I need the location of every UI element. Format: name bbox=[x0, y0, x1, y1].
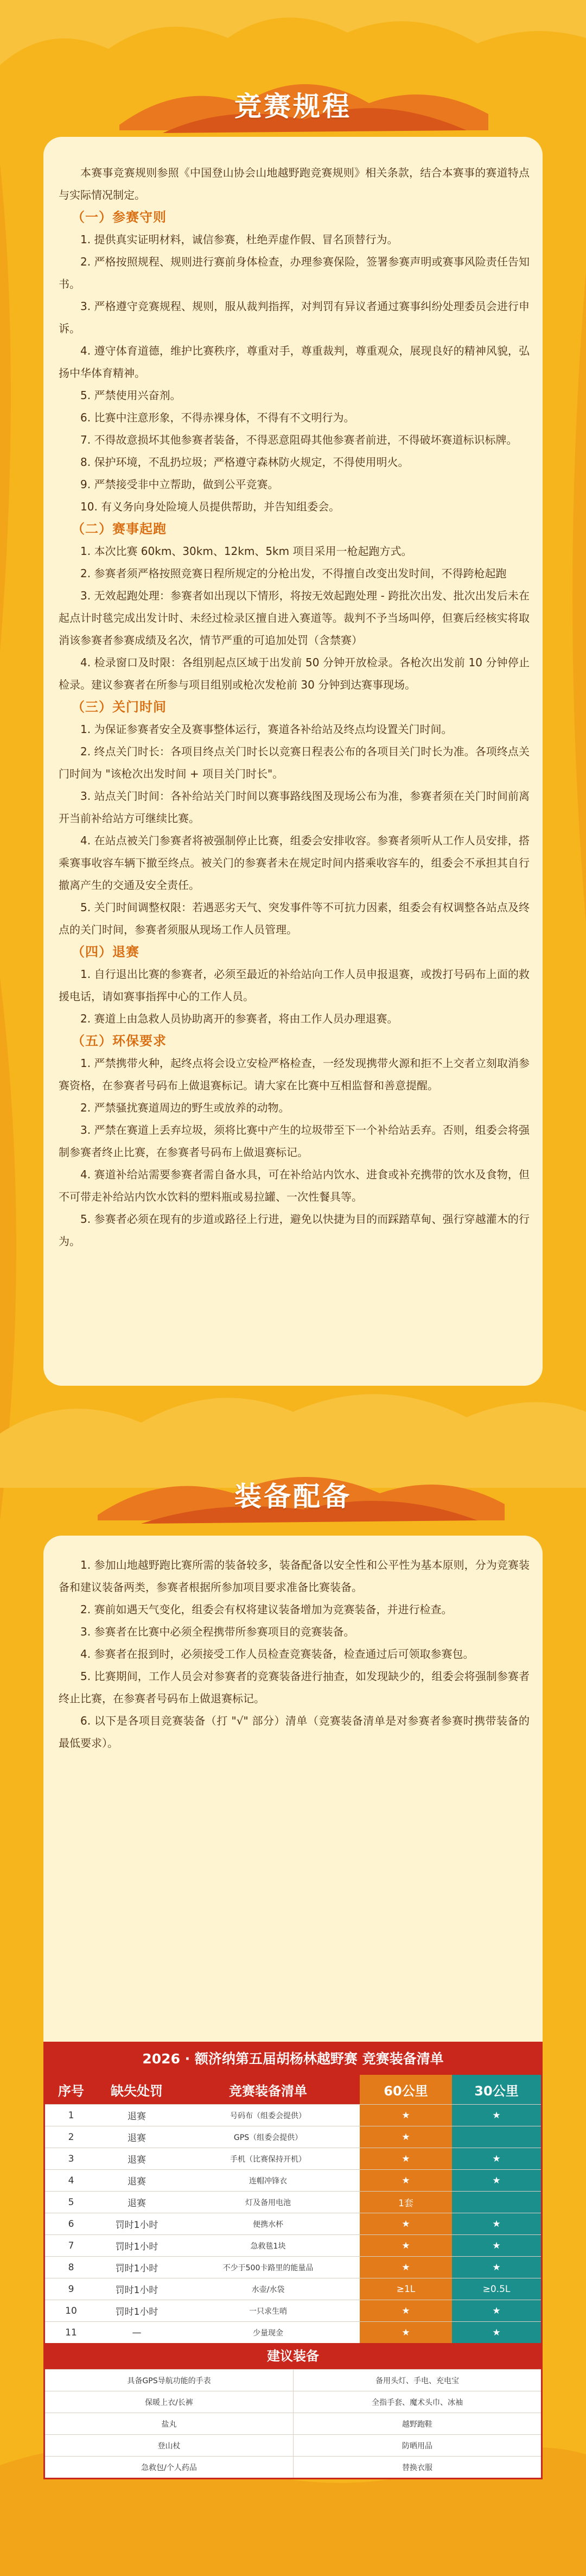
suggested-item: 越野跑鞋 bbox=[293, 2413, 541, 2434]
table-row bbox=[45, 2234, 541, 2256]
row-30km: ★ bbox=[452, 2148, 541, 2169]
suggested-title: 建议装备 bbox=[45, 2343, 541, 2369]
start-item: 2. 参赛者须严格按照竞赛日程所规定的分枪出发，不得擅自改变出发时间，不得跨枪起跑 bbox=[80, 567, 507, 580]
suggested-row bbox=[45, 2456, 541, 2478]
table-row bbox=[45, 2126, 541, 2148]
conduct-item: 5. 严禁使用兴奋剂。 bbox=[80, 389, 181, 402]
suggested-item: 保暖上衣/长裤 bbox=[145, 2398, 193, 2407]
row-penalty: 罚时1小时 bbox=[115, 2263, 158, 2274]
row-number: 7 bbox=[68, 2240, 74, 2251]
row-30km: ★ bbox=[452, 2235, 541, 2256]
rules-content bbox=[59, 162, 530, 1253]
row-item: 少量现金 bbox=[253, 2328, 283, 2338]
cutoff-item: 2. 终点关门时长：各项目终点关门时长以竞赛日程表公布的各项目关门时长为准。各项终点关门时间为 "该枪次出发时间 + 项目关门时长"。 bbox=[59, 745, 530, 780]
row-60km: ★ bbox=[360, 2300, 452, 2321]
cutoff-item: 4. 在站点被关门参赛者将被强制停止比赛，组委会安排收容。参赛者须听从工作人员安排，搭乘赛事收容车辆下撤至终点。被关门的参赛者未在规定时间内搭乘收容车的，组委会不承担其自行撤离产生的交通及安全责任。 bbox=[59, 834, 530, 892]
row-penalty: 罚时1小时 bbox=[115, 2307, 158, 2318]
suggested-row bbox=[45, 2369, 541, 2391]
row-60km: ★ bbox=[360, 2105, 452, 2126]
row-number: 8 bbox=[68, 2262, 74, 2273]
table-row bbox=[45, 2169, 541, 2191]
row-60km: ★ bbox=[360, 2213, 452, 2234]
row-60km: ★ bbox=[360, 2235, 452, 2256]
suggested-item: 全指手套、魔术头巾、冰袖 bbox=[293, 2391, 541, 2413]
row-30km: ★ bbox=[452, 2213, 541, 2234]
suggested-item: 替换衣服 bbox=[293, 2457, 541, 2478]
start-item: 3. 无效起跑处理：参赛者如出现以下情形，将按无效起跑处理 - 跨批次出发、批次出发后未在起点计时毯完成出发计时、未经过检录区擅自进入赛道等。裁判不予当场叫停，但赛后经核实将取消该参赛者参赛成绩及名次，情节严重的可追加处罚（含禁赛） bbox=[59, 589, 530, 647]
suggested-item: 登山杖 bbox=[157, 2441, 181, 2451]
equipment-title: 装备配备 bbox=[234, 1481, 352, 1512]
conduct-item: 6. 比赛中注意形象，不得赤裸身体，不得有不文明行为。 bbox=[80, 411, 355, 424]
row-penalty: — bbox=[132, 2327, 142, 2338]
environment-item: 1. 严禁携带火种，起终点将会设立安检严格检查，一经发现携带火源和拒不上交者立刻取消参赛资格，在参赛者号码布上做退赛标记。请大家在比赛中互相监督和善意提醒。 bbox=[59, 1057, 530, 1092]
conduct-item: 10. 有义务向身处险境人员提供帮助，并告知组委会。 bbox=[80, 500, 340, 513]
row-item: GPS（组委会提供） bbox=[233, 2133, 303, 2142]
equipment-paragraph: 2. 赛前如遇天气变化，组委会有权将建议装备增加为竞赛装备，并进行检查。 bbox=[80, 1603, 453, 1616]
row-penalty: 退赛 bbox=[128, 2198, 146, 2209]
row-number: 2 bbox=[68, 2131, 74, 2143]
table-header-row bbox=[45, 2075, 541, 2104]
table-row bbox=[45, 2256, 541, 2278]
row-30km: ★ bbox=[452, 2257, 541, 2278]
equipment-paragraph: 4. 参赛者在报到时，必须接受工作人员检查竞赛装备，检查通过后可领取参赛包。 bbox=[80, 1647, 474, 1660]
suggested-item: 急救包/个人药品 bbox=[141, 2463, 197, 2472]
rules-title: 竞赛规程 bbox=[234, 91, 352, 122]
cutoff-item: 5. 关门时间调整权限：若遇恶劣天气、突发事件等不可抗力因素，组委会有权调整各站点及终点的关门时间，参赛者须服从现场工作人员管理。 bbox=[59, 901, 530, 936]
suggested-item: 防晒用品 bbox=[293, 2435, 541, 2456]
table-row bbox=[45, 2321, 541, 2343]
row-number: 1 bbox=[68, 2110, 74, 2121]
rules-intro: 本赛事竞赛规则参照《中国登山协会山地越野跑竞赛规则》相关条款，结合本赛事的赛道特点与实际情况制定。 bbox=[59, 166, 530, 201]
equipment-paragraph: 1. 参加山地越野跑比赛所需的装备较多，装备配备以安全性和公平性为基本原则，分为竞赛装备和建议装备两类，参赛者根据所参加项目要求准备比赛装备。 bbox=[59, 1558, 530, 1594]
conduct-item: 7. 不得故意损坏其他参赛者装备，不得恶意阻碍其他参赛者前进，不得破坏赛道标识标牌。 bbox=[80, 433, 518, 446]
suggested-item: 具备GPS导航功能的手表 bbox=[127, 2376, 211, 2385]
row-number: 9 bbox=[68, 2283, 74, 2295]
row-30km bbox=[452, 2126, 541, 2148]
row-penalty: 退赛 bbox=[128, 2133, 146, 2144]
equipment-table bbox=[43, 2042, 543, 2479]
equipment-content bbox=[59, 1554, 530, 1754]
row-number: 3 bbox=[68, 2153, 74, 2164]
row-60km: ★ bbox=[360, 2170, 452, 2191]
suggested-item: 盐丸 bbox=[161, 2420, 177, 2429]
row-60km: ★ bbox=[360, 2126, 452, 2148]
environment-item: 3. 严禁在赛道上丢弃垃圾，须将比赛中产生的垃圾带至下一个补给站丢弃。否则，组委会将强制参赛者终止比赛，在参赛者号码布上做退赛标记。 bbox=[59, 1123, 530, 1159]
row-60km: ≥1L bbox=[360, 2278, 452, 2300]
row-30km: ★ bbox=[452, 2300, 541, 2321]
row-30km: ★ bbox=[452, 2105, 541, 2126]
row-item: 连帽冲锋衣 bbox=[249, 2176, 287, 2186]
section-heading-cutoff: （三）关门时间 bbox=[72, 699, 167, 715]
withdraw-item: 2. 赛道上由急救人员协助离开的参赛者，将由工作人员办理退赛。 bbox=[80, 1012, 398, 1025]
table-row bbox=[45, 2278, 541, 2300]
conduct-item: 8. 保护环境，不乱扔垃圾；严格遵守森林防火规定，不得使用明火。 bbox=[80, 456, 409, 469]
row-item: 便携水杯 bbox=[253, 2220, 283, 2229]
row-number: 4 bbox=[68, 2175, 74, 2186]
header-item: 竞赛装备清单 bbox=[176, 2075, 360, 2104]
environment-item: 2. 严禁骚扰赛道周边的野生或放养的动物。 bbox=[80, 1101, 290, 1114]
row-30km bbox=[452, 2192, 541, 2213]
suggested-body bbox=[45, 2369, 541, 2478]
row-penalty: 罚时1小时 bbox=[115, 2220, 158, 2231]
row-30km: ★ bbox=[452, 2322, 541, 2343]
conduct-item: 4. 遵守体育道德，维护比赛秩序，尊重对手，尊重裁判，尊重观众，展现良好的精神风貌，弘扬中华体育精神。 bbox=[59, 344, 530, 380]
equipment-paragraph: 5. 比赛期间，工作人员会对参赛者的竞赛装备进行抽查，如发现缺少的，组委会将强制参赛者终止比赛，在参赛者号码布上做退赛标记。 bbox=[59, 1670, 530, 1705]
row-30km: ★ bbox=[452, 2170, 541, 2191]
table-row bbox=[45, 2213, 541, 2234]
section-heading-environment: （五）环保要求 bbox=[72, 1033, 167, 1049]
row-number: 11 bbox=[65, 2327, 77, 2338]
start-item: 1. 本次比赛 60km、30km、12km、5km 项目采用一枪起跑方式。 bbox=[80, 545, 412, 558]
row-item: 灯及备用电池 bbox=[245, 2198, 291, 2207]
row-number: 5 bbox=[68, 2196, 74, 2208]
equipment-paragraph: 6. 以下是各项目竞赛装备（打 "√" 部分）清单（竞赛装备清单是对参赛者参赛时携带装备的最低要求）。 bbox=[59, 1714, 530, 1750]
row-item: 急救毯1块 bbox=[250, 2242, 286, 2251]
row-item: 号码布（组委会提供） bbox=[230, 2111, 306, 2120]
header-60km: 60公里 bbox=[360, 2075, 452, 2104]
environment-item: 4. 赛道补给站需要参赛者需自备水具，可在补给站内饮水、进食或补充携带的饮水及食物，但不可带走补给站内饮水饮料的塑料瓶或易拉罐、一次性餐具等。 bbox=[59, 1168, 530, 1203]
row-penalty: 退赛 bbox=[128, 2155, 146, 2165]
row-item: 不少于500卡路里的能量品 bbox=[222, 2263, 314, 2272]
row-item: 水壶/水袋 bbox=[251, 2285, 285, 2294]
header-no: 序号 bbox=[45, 2075, 97, 2104]
row-60km: ★ bbox=[360, 2257, 452, 2278]
start-item: 4. 检录窗口及时限：各组别起点区域于出发前 50 分钟开放检录。各枪次出发前 10 分钟停止检录。建议参赛者在所参与项目组别或枪次发枪前 30 分钟到达赛事现场。 bbox=[59, 656, 530, 691]
table-row bbox=[45, 2104, 541, 2126]
table-body bbox=[45, 2104, 541, 2343]
table-caption: 2026 · 额济纳第五届胡杨林越野赛 竞赛装备清单 bbox=[45, 2043, 541, 2075]
withdraw-item: 1. 自行退出比赛的参赛者，必须至最近的补给站向工作人员申报退赛，或拨打号码布上面的救援电话，请如赛事指挥中心的工作人员。 bbox=[59, 968, 530, 1003]
header-30km: 30公里 bbox=[452, 2075, 541, 2104]
suggested-row bbox=[45, 2413, 541, 2434]
row-item: 手机（比赛保持开机） bbox=[230, 2155, 306, 2164]
table-row bbox=[45, 2148, 541, 2169]
suggested-row bbox=[45, 2391, 541, 2413]
row-60km: 1套 bbox=[360, 2192, 452, 2213]
table-row bbox=[45, 2191, 541, 2213]
cutoff-item: 3. 站点关门时间：各补给站关门时间以赛事路线图及现场公布为准，参赛者须在关门时间前离开当前补给站方可继续比赛。 bbox=[59, 790, 530, 825]
row-item: 一只求生哨 bbox=[249, 2307, 287, 2316]
environment-item: 5. 参赛者必须在现有的步道或路径上行进，避免以快捷为目的而踩踏草甸、强行穿越灌木的行为。 bbox=[59, 1213, 530, 1248]
cutoff-item: 1. 为保证参赛者安全及赛事整体运行，赛道各补给站及终点均设置关门时间。 bbox=[80, 723, 453, 736]
conduct-item: 1. 提供真实证明材料，诚信参赛，杜绝弄虚作假、冒名顶替行为。 bbox=[80, 233, 398, 246]
section-heading-withdraw: （四）退赛 bbox=[72, 944, 139, 959]
row-number: 10 bbox=[65, 2305, 77, 2316]
conduct-item: 9. 严禁接受非中立帮助，做到公平竞赛。 bbox=[80, 478, 279, 491]
table-row bbox=[45, 2300, 541, 2321]
suggested-item: 备用头灯、手电、充电宝 bbox=[293, 2370, 541, 2391]
row-penalty: 退赛 bbox=[128, 2176, 146, 2187]
row-penalty: 退赛 bbox=[128, 2111, 146, 2122]
row-30km: ≥0.5L bbox=[452, 2278, 541, 2300]
row-number: 6 bbox=[68, 2218, 74, 2230]
row-penalty: 罚时1小时 bbox=[115, 2285, 158, 2296]
row-penalty: 罚时1小时 bbox=[115, 2242, 158, 2252]
conduct-item: 2. 严格按照规程、规则进行赛前身体检查，办理参赛保险，签署参赛声明或赛事风险责任告知书。 bbox=[59, 255, 530, 291]
row-60km: ★ bbox=[360, 2148, 452, 2169]
section-heading-conduct: （一）参赛守则 bbox=[72, 210, 167, 225]
section-heading-start: （二）赛事起跑 bbox=[72, 521, 167, 536]
row-60km: ★ bbox=[360, 2322, 452, 2343]
header-penalty: 缺失处罚 bbox=[97, 2075, 176, 2104]
conduct-item: 3. 严格遵守竞赛规程、规则，服从裁判指挥，对判罚有异议者通过赛事纠纷处理委员会进行申诉。 bbox=[59, 300, 530, 335]
equipment-paragraph: 3. 参赛者在比赛中必须全程携带所参赛项目的竞赛装备。 bbox=[80, 1625, 355, 1638]
suggested-row bbox=[45, 2434, 541, 2456]
